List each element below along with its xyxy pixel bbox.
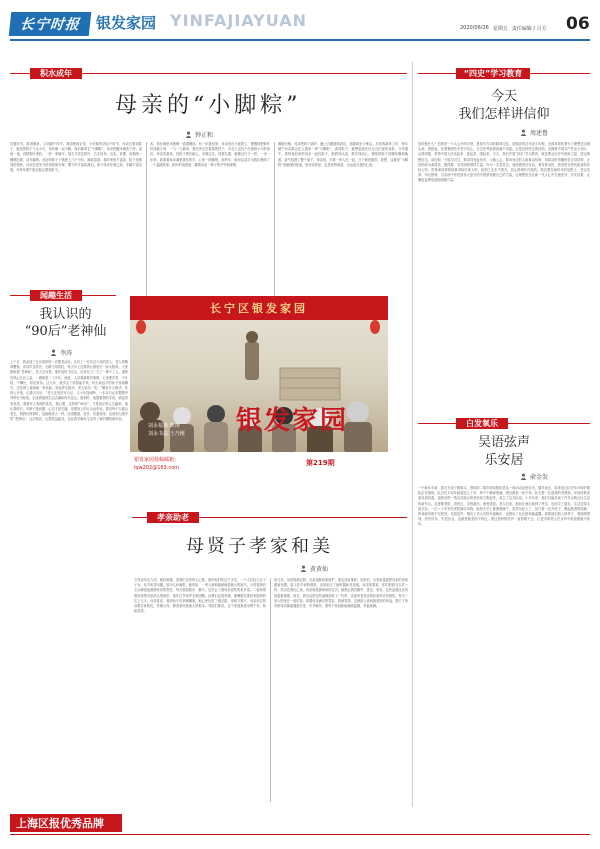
page-column-divider bbox=[412, 62, 413, 807]
event-photo bbox=[130, 296, 388, 452]
article-byline bbox=[520, 472, 548, 481]
masthead bbox=[0, 0, 600, 46]
article-body: 刚刚出锅，母亲把粽子剥开，蘸上白糖递给我们，那甜味至今难忘。后来我离家工作，每年端午母亲都会托人捎来一串“小脚粽”，看到粽子，就想起她在灶台边忙碌的身影。今年端午，我特意回家陪母亲一起包粽子，她教得认真，我学得用心。锅里的粽子咕嘟咕嘟地响着，香气弥漫了整个屋子。母亲说，只要一家人在一起，日子就是甜的。我想，这就是“小脚粽”里最深的味道，是母亲的爱，也是家的味道，永远留在我的心里。 bbox=[278, 142, 408, 167]
section-rule bbox=[82, 295, 116, 296]
footer-banner bbox=[10, 814, 122, 832]
footer-rule bbox=[10, 834, 590, 835]
section-rule bbox=[508, 423, 590, 424]
column-tag-jishui bbox=[30, 68, 82, 79]
author-name: 李涛 bbox=[60, 350, 73, 357]
author-icon bbox=[50, 349, 57, 356]
article-body: 上个月，我参加了社区组织的一次敬老活动，认识了一位年过九旬的老人。老人家精神矍铄，说话声音洪亮，走路不用拐杖，每天早上还要到公园里打一套太极拳。大家都叫他“老神仙”。老人告诉我，他年轻时当过兵，后来在工厂当了一辈子工人，退休后热心社区公益，一做就是二十多年。他说，人活着就要有事做，心里要亮堂，不计较，不攀比，知足常乐。这几年，他学会了用智能手机，每天和远方的孙子视频聊天，还在网上看新闻、听戏曲。说起养生秘诀，老人哈哈一笑：“哪有什么秘诀，吃饭七分饱，心情天天好。”老人还坚持写日记，几十年没间断，一本本日记本整整齐齐码在书柜里，记录着他的生活点滴和时代变迁。临别时，他握着我的手说，欢迎常来坐坐。看着老人爽朗的笑容，我心想，这样的“90后”，才是真正的人生赢家。他让我明白，年龄不是问题，心态才是关键，乐观向上的人永远年轻。我们每个人都会老去，愿我们到那时，也能像老人一样，活得健康、快乐、有滋有味，活成别人眼中的“老神仙”。这次相识，让我受益匪浅，也让我对晚年生活有了新的期待和向往。 bbox=[10, 360, 128, 422]
article-title bbox=[418, 88, 590, 124]
issue-editor: 责任编辑 / 吕方 bbox=[511, 26, 547, 32]
article-title: 母贤子孝家和美 bbox=[186, 536, 333, 557]
author-name: 周述鲁 bbox=[530, 130, 549, 137]
article-body: 文母亲年近九旬，慈祥和蔼，是我们全家的主心骨。她年轻时吃过不少苦，一个人拉扯大五个子女，从不叫苦叫累。如今儿孙满堂，她常说，一家人和和睦睦就是最大的福气。大哥退休后主动承担起照顾母亲的责任，每天陪她散步、聊天，还学会了做母亲爱吃的家乡菜。二姐每周都回来帮母亲洗头剪指甲，逢年过节张罗全家团聚。孙辈们也很孝顺，寒暑假总要回来陪奶奶住上几天。母亲常说，看到孩子们孝顺懂事，她心里比吃了蜜还甜。家和万事兴，母亲用言传身教告诉我们，孝顺父母、尊老爱幼是做人的根本。邻居们都说，这个家庭真是母贤子孝，和和美美。 bbox=[134, 578, 266, 614]
column-divider bbox=[270, 578, 271, 802]
submission-email: lqw202@163.com bbox=[134, 465, 180, 471]
issue-weekday: 星期五 bbox=[492, 26, 508, 32]
article-byline bbox=[520, 128, 548, 137]
column-tag-label: “四史”学习教育 bbox=[463, 69, 523, 78]
article-title: 母亲的“小脚粽” bbox=[115, 93, 302, 118]
author-name: 黄黄仙 bbox=[310, 566, 329, 573]
author-name: 钟正和 bbox=[195, 132, 214, 139]
column-tag-label: 白发氧乐 bbox=[466, 419, 498, 428]
article-title-line1: 今天 bbox=[490, 89, 517, 104]
article-body: 前几年，母亲因病住院，兄弟姐妹轮流陪护，谁也没有推辞。出院后，大家商量着把母亲的房间重新布置，装上扶手和防滑垫，还给她买了助听器和老花镜。母亲笑着说，你们把我当宝贝一样。其实在我们心里，母亲就是最珍贵的宝贝。她教会我们勤劳、善良、宽容，这些品德比任何财富都重要。现在，我们也把这些道理讲给下一代听，希望孝老爱亲的好家风代代相传。每当一家人围坐在一起吃饭，看着母亲满足的笑容，我就觉得，这就是人世间最美好的幸福。愿天下所有的母亲都能健康长寿，安享晚年，愿每个家庭都能和睦温馨，幸福美满。 bbox=[274, 578, 408, 609]
author-icon bbox=[520, 129, 527, 136]
article-byline bbox=[50, 348, 72, 357]
column-tag-label: 闻趣生活 bbox=[40, 291, 72, 300]
article-body: 信仰是什么？信仰是一个人心中的灯塔，是指引方向的精神支柱。回顾党的百年奋斗历程，无数革命先辈为了理想信念抛头颅、洒热血，在艰难困苦中坚守初心，在生死考验面前毫不动摇。正是这种坚定的信仰，支撑着中国共产党从小到大、从弱到强，带领中国人民站起来、富起来、强起来。今天，我们开展“四史”学习教育，就是要从历史中汲取力量，坚定理想信念。讲信仰，不能空对空，要讲得有血有肉、入脑入心。要用身边的人和事讲信仰，用群众听得懂的语言讲信仰，让信仰成为看得见、摸得着、学得到的榜样力量。作为一名老党员，我深感责任在肩，要发挥余热，把党的光荣传统讲给年轻人听，把革命前辈的故事讲给后来人听。信仰之光永不熄灭，初心使命代代相传。我们要在新时代的征程上，坚定信仰、牢记使命，为实现中华民族伟大复兴的中国梦贡献自己的力量，让理想信念在新一代人心中生根发芽、开花结果，汇聚起奋勇前进的磅礴力量。 bbox=[418, 142, 590, 183]
section-rule bbox=[418, 423, 456, 424]
article-byline bbox=[300, 564, 328, 573]
calligraphy-text: 银发家园 bbox=[236, 406, 349, 436]
column-tag-baifa bbox=[456, 418, 508, 429]
issue-number: 第219期 bbox=[306, 459, 335, 467]
photo-banner bbox=[130, 296, 388, 320]
caption-line2: 刘永书法 王乃刚 bbox=[148, 431, 185, 437]
author-icon bbox=[185, 131, 192, 138]
article-body: 米，再在碗里用细绳一道道缠绕。有一年我回家，母亲坐在小板凳上，慢慢地把粽叶折成漏斗形，一勺一勺填米，我在旁边学着她的样子，可怎么也包不出那种小巧的形状。母亲笑着说，包粽子要有耐心，米要压实，线要扎紧，就像过日子一样，一步一步来。我看着母亲满是皱纹的手，心里一阵酸楚。那些年，她用这双手为我们操持了一个温暖的家。粽叶的清香里，藏着母亲一辈子的辛劳和深情。 bbox=[150, 142, 270, 167]
article-title-line2: 我们怎样讲信仰 bbox=[458, 107, 550, 122]
section-rule bbox=[132, 517, 147, 518]
article-body: 一个新年手新，我走在南宁路街头，悠扬的二胡声和吴侬软语从一间活动室里传出，循声而去，原来是社区老年评弹沪剧队正在排练。队员们平均年龄超过七十岁，却个个精神饱满，唱念做表一丝不苟。队长是一位退休的老教师，年轻时就喜欢吴语戏曲，退休后把一帮志同道合的老伙伴召集起来，成立了这支队伍。十多年来，他们自编自演了许多反映社区生活的新节目，走进敬老院、居民区、学校演出，深受欢迎。老人们说，唱戏让他们找到了快乐，也结交了朋友，生活变得丰富多彩。一位八十多岁的老阿姨告诉我，她每天早上都要练嗓子，虽然年纪大了，但只要一拉开弦子，唱起熟悉的曲调，浑身就有使不完的劲。吴语弦声，唱出了老人们的幸福晚年，也唱出了社区的和谐温馨。看着他们投入的样子，我深深感到，老有所乐，安居乐业，这就是最美的夕阳红。愿这悠扬的弦声一直传唱下去，让更多的老人在乐声中收获健康与快乐。 bbox=[418, 486, 590, 527]
article-title bbox=[18, 306, 113, 340]
section-rule bbox=[82, 73, 407, 74]
caption-line1: 刘永福摄 陈翔 bbox=[148, 423, 180, 429]
photo-caption bbox=[148, 422, 185, 438]
column-tag-wenqu bbox=[30, 290, 82, 301]
masthead-rule bbox=[10, 39, 590, 41]
submission-note bbox=[134, 456, 179, 472]
masthead-meta bbox=[460, 25, 547, 32]
submission-label: 银发家园投稿邮箱： bbox=[134, 457, 180, 463]
column-tag-label: 孝亲助老 bbox=[157, 513, 189, 522]
article-title-line1: 我认识的 bbox=[39, 307, 92, 322]
section-rule bbox=[530, 73, 590, 74]
section-rule bbox=[418, 73, 456, 74]
section-rule bbox=[199, 517, 407, 518]
column-tag-sishi bbox=[456, 68, 530, 79]
article-title-line1: 吴语弦声 bbox=[477, 435, 530, 450]
article-byline bbox=[185, 130, 213, 139]
page-number: 06 bbox=[566, 14, 590, 34]
masthead-logo bbox=[9, 12, 92, 36]
section-title: 银发家园 bbox=[96, 14, 157, 32]
author-icon bbox=[300, 565, 307, 572]
article-title-line2: 乐安居 bbox=[484, 453, 524, 468]
author-name: 俞金发 bbox=[530, 474, 549, 481]
column-tag-xiaoqin bbox=[147, 512, 199, 523]
banner-text: 长宁区银发家园 bbox=[210, 302, 308, 315]
issue-date: 2020/06/26 bbox=[460, 25, 489, 31]
footer-label: 上海区报优秀品牌 bbox=[16, 817, 104, 830]
section-pinyin: YINFAJIAYUAN bbox=[170, 11, 308, 30]
author-icon bbox=[520, 473, 527, 480]
article-title bbox=[418, 434, 590, 470]
logo-text: 长宁时报 bbox=[19, 17, 81, 33]
article-body: 初夏时节，粽香飘来，又到端午时节。我清楚地记得，小时候每到这个时节，母亲总要包粽子，她包的粽子个头小巧，形状像一双小脚，我们都叫它“小脚粽”。母亲把糯米淘洗干净，浸泡一夜，再把粽叶煮软，一张一张铺平。她左手托住粽叶，右手舀米，压实，折叠，用棉线一圈圈扎紧，动作麻利。包好的粽子下锅煮上几个小时，满屋清香。那时家里不富裕，粽子是难得的美味，母亲总是先分给邻居和长辈，剩下的才留给我们。如今母亲年事已高，手脚不再灵便，可每年端午她还惦记着包粽子。 bbox=[10, 142, 142, 173]
section-rule bbox=[10, 295, 30, 296]
section-rule bbox=[10, 73, 30, 74]
article-title-line2: “90后”老神仙 bbox=[24, 324, 107, 339]
column-tag-label: 积水成年 bbox=[40, 69, 72, 78]
calligraphy-stamp bbox=[236, 400, 348, 437]
